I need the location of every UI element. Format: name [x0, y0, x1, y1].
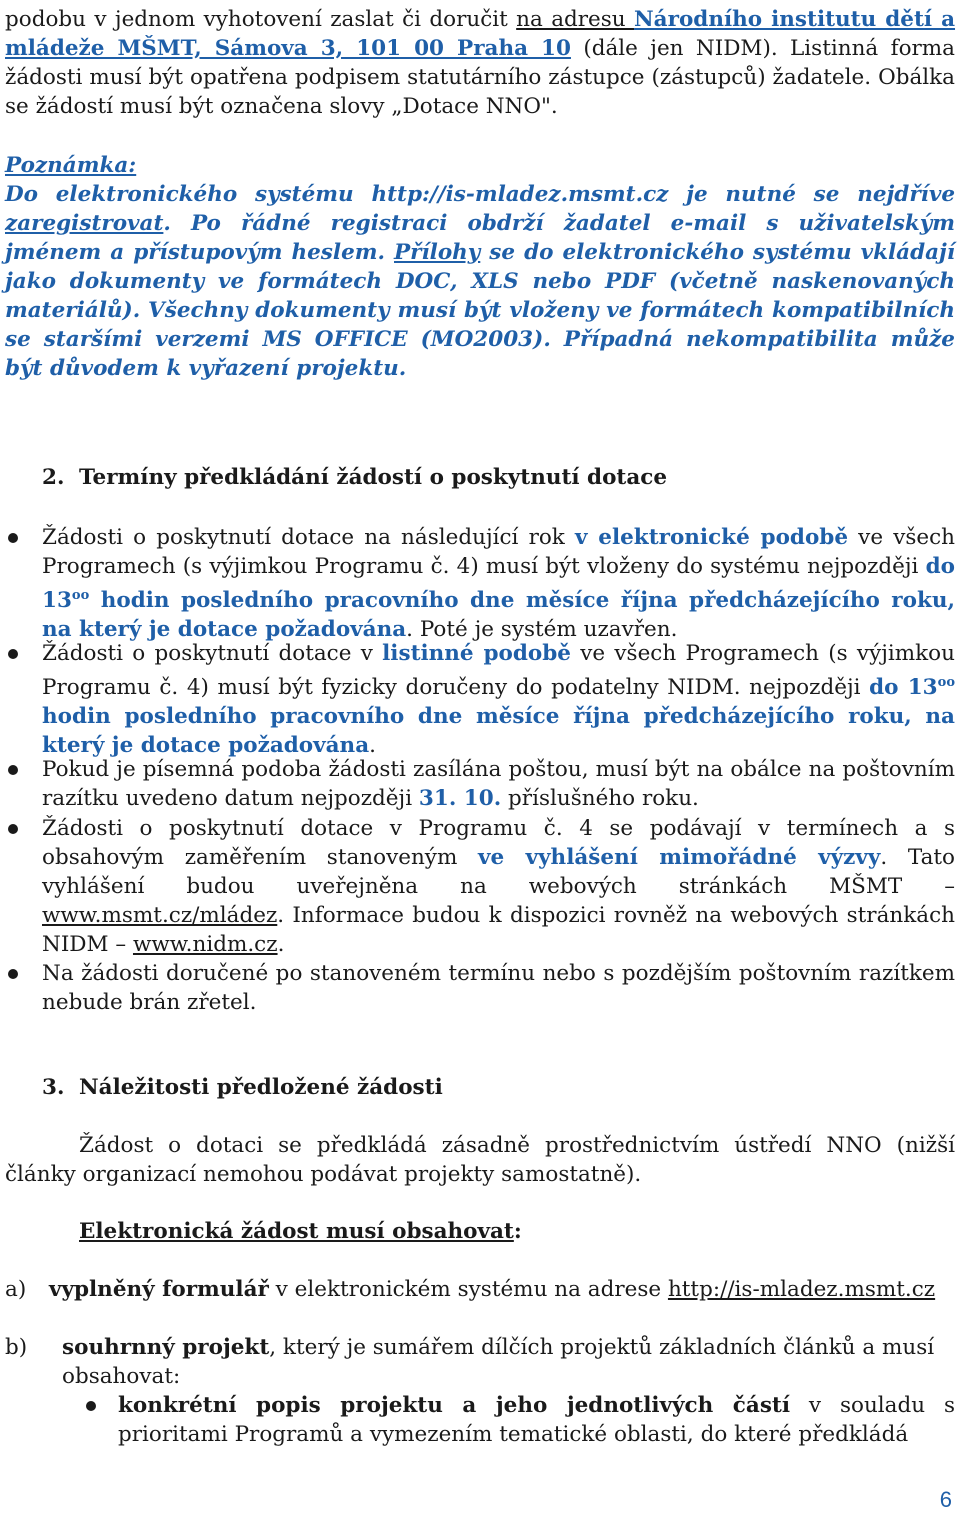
- form-link[interactable]: http://is-mladez.msmt.cz: [667, 1277, 936, 1302]
- item-a: vyplněný formulář v elektronickém systému na adrese http://is-mladez.msmt.cz: [49, 1277, 936, 1302]
- bullet-icon: [8, 969, 18, 979]
- bullet-icon: [8, 649, 18, 659]
- bullet-icon: [8, 824, 18, 834]
- item-b: souhrnný projekt, který je sumářem dílčích projektů základních článků a musí obsahovat:: [62, 1335, 935, 1389]
- bullet-icon: [86, 1401, 96, 1411]
- note-title: Poznámka:: [5, 153, 137, 178]
- nidm-address: Národního institutu dětí a mládeže MŠMT, Sámova 3, 101 00 Praha 10: [5, 7, 956, 61]
- page-number: 6: [939, 1487, 952, 1512]
- nidm-link[interactable]: www.nidm.cz: [132, 932, 278, 957]
- document-page: podobu v jednom vyhotovení zaslat či doručit na adresu Národního institutu dětí a mládeže MŠMT, Sámova 3, 101 00 Praha 10 (dále jen NIDM). Listinná forma žádosti musí být opatřena podpisem statutárního zástupce (zástupců) žadatele. Obálka se žádostí musí být označena slovy „Dotace NNO". Poznámka: Do elektronického systému http://is-mladez.msmt.cz je nutné se nejdříve zaregistrovat. Po řádné registraci obdrží žadatel e-mail s uživatelským jménem a přístupovým heslem. Přílohy se do elektronického systému vkládají jako dokumenty ve formátech DOC, XLS nebo PDF (včetně naskenovaných materiálů). Všechny dokumenty musí být vloženy ve formátech kompatibilních se staršími verzemi MS OFFICE (MO2003). Případná nekompatibilita může být důvodem k vyřazení projektu. 2. Termíny předkládání žádostí o poskytnutí dotace Žádosti o poskytnutí dotace na následující rok v elektronické podobě ve všech Programech (s výjimkou Programu č. 4) musí být vloženy do systému nejpozději do $13^{oo}$ hodin posledního pracovního dne měsíce října předcházejícího roku, na který je dotace požadována. Poté je systém uzavřen. Žádosti o poskytnutí dotace v listinné podobě ve všech Programech (s výjimkou Programu č. 4) musí být fyzicky doručeny do podatelny NIDM. nejpozději do $13^{oo}$ hodin posledního pracovního dne měsíce října předcházejícího roku, na který je dotace požadována. Pokud je písemná podoba žádosti zasílána poštou, musí být na obálce na poštovním razítku uvedeno datum nejpozději 31. 10. příslušného roku. Žádosti o poskytnutí dotace v Programu č. 4 se podávají v termínech a s obsahovým zaměřením stanoveným ve vyhlášení mimořádné výzvy. Tato vyhlášení budou uveřejněna na webových stránkách MŠMT – www.msmt.cz/mládez. Informace budou k dispozici rovněž na webových stránkách NIDM – www.nidm.cz. Na žádosti doručené po stanoveném termínu nebo s pozdějším poštovním razítkem nebude brán zřetel. 3. Náležitosti předložené žádosti Žádost o dotaci se předkládá zásadně prostřednictvím ústředí NNO (nižší články organizací nemohou podávat projekty samostatně). Elektronická žádost musí obsahovat: a) vyplněný formulář v elektronickém systému na adrese http://is-mladez.msmt.cz b) souhrnný projekt, který je sumářem dílčích projektů základních článků a musí obsahovat: konkrétní popis projektu a jeho jednotlivých částí v souladu s prioritami Programů a vymezením tematické oblasti, do které předkládá 6: [5, 7, 956, 1512]
- section-2-title: Termíny předkládání žádostí o poskytnutí dotace: [79, 465, 668, 490]
- intro-paragraph: podobu v jednom vyhotovení zaslat či doručit na adresu Národního institutu dětí a mládeže MŠMT, Sámova 3, 101 00 Praha 10 (dále jen NIDM). Listinná forma žádosti musí být opatřena podpisem statutárního zástupce (zástupců) žadatele. Obálka se žádostí musí být označena slovy „Dotace NNO".: [5, 7, 956, 119]
- item-a-label: a): [5, 1277, 27, 1302]
- section-3-title: Náležitosti předložené žádosti: [79, 1075, 443, 1100]
- bullet-icon: [8, 765, 18, 775]
- register-link[interactable]: zaregistrovat: [5, 211, 164, 236]
- item-b-label: b): [5, 1335, 28, 1360]
- section-3-paragraph: Žádost o dotaci se předkládá zásadně prostřednictvím ústředí NNO (nižší články organizací nemohou podávat projekty samostatně).: [5, 1133, 955, 1187]
- bullet-icon: [8, 533, 18, 543]
- note-paragraph: Do elektronického systému http://is-mladez.msmt.cz je nutné se nejdříve zaregistrovat. Po řádné registraci obdrží žadatel e-mail s uživatelským jménem a přístupovým heslem. Přílohy se do elektronického systému vkládají jako dokumenty ve formátech DOC, XLS nebo PDF (včetně naskenovaných materiálů). Všechny dokumenty musí být vloženy ve formátech kompatibilních se staršími verzemi MS OFFICE (MO2003). Případná nekompatibilita může být důvodem k vyřazení projektu.: [5, 182, 956, 381]
- msmt-link[interactable]: www.msmt.cz/mládez: [42, 903, 278, 928]
- section-2-number: 2.: [42, 465, 65, 490]
- electronic-request-heading: Elektronická žádost musí obsahovat:: [79, 1219, 522, 1244]
- section-3-number: 3.: [42, 1075, 65, 1100]
- system-link[interactable]: http://is-mladez.msmt.cz: [371, 182, 669, 207]
